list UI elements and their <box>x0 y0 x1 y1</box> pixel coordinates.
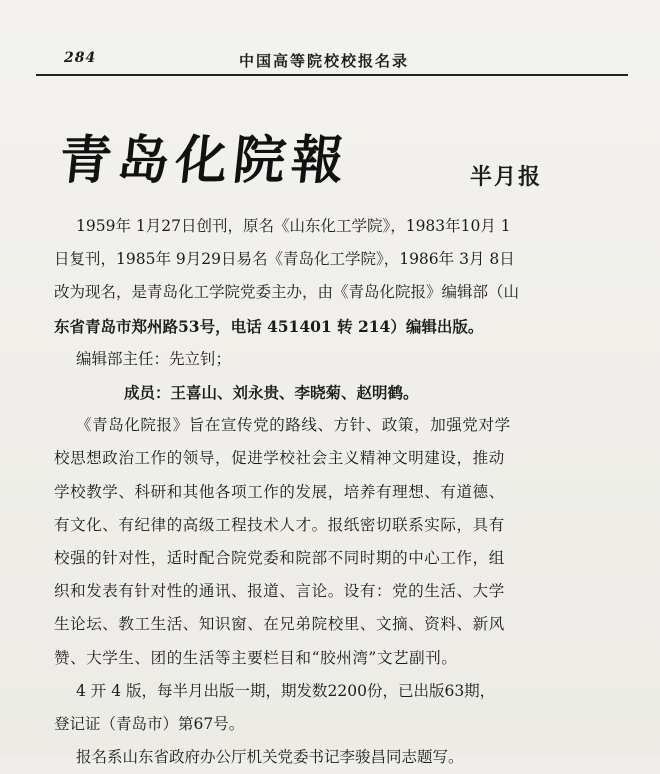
body-line: 校强的针对性，适时配合院党委和院部不同时期的中心工作，组 <box>54 549 505 568</box>
body-line: 日复刊，1985年 9月29日易名《青岛化工学院》，1986年 3月 8日 <box>54 250 515 269</box>
header-rule <box>36 74 628 76</box>
newspaper-masthead: 青岛化院報 <box>56 130 353 191</box>
body-line: 东省青岛市郑州路53号，电话 451401 转 214）编辑出版。 <box>54 316 484 336</box>
page-header <box>34 48 626 78</box>
publication-details-line: 4 开 4 版，每半月出版一期，期发数2200份，已出版63期， <box>76 681 496 700</box>
entry-body <box>54 210 634 774</box>
body-line: 有文化、有纪律的高级工程技术人才。报纸密切联系实际，具有 <box>54 515 505 534</box>
body-line: 1959年 1月27日创刊，原名《山东化工学院》，1983年10月 1 <box>76 217 511 235</box>
registration-line: 登记证（青岛市）第67号。 <box>54 715 245 734</box>
running-title: 中国高等院校校报名录 <box>239 52 410 70</box>
body-line: 生论坛、教工生活、知识窗、在兄弟院校里、文摘、资料、新风 <box>54 615 505 634</box>
body-line: 学校教学、科研和其他各项工作的发展，培养有理想、有道德、 <box>54 482 505 501</box>
editor-in-chief-line: 编辑部主任：先立钊； <box>76 349 232 368</box>
page-number: 284 <box>64 50 97 66</box>
body-line: 赞、大学生、团的生活等主要栏目和“胶州湾”文艺副刊。 <box>54 648 458 667</box>
body-line: 校思想政治工作的领导，促进学校社会主义精神文明建设，推动 <box>54 449 505 468</box>
staff-members-line: 成员：王喜山、刘永贵、李晓菊、赵明鹤。 <box>124 383 419 403</box>
body-line: 改为现名，是青岛化工学院党委主办，由《青岛化院报》编辑部（山 <box>54 283 520 302</box>
body-line: 织和发表有针对性的通讯、报道、言论。设有：党的生活、大学 <box>54 582 505 601</box>
publication-frequency: 半月报 <box>470 164 543 190</box>
masthead-credit-line: 报名系山东省政府办公厅机关党委书记李骏昌同志题写。 <box>76 748 464 767</box>
body-line: 《青岛化院报》旨在宣传党的路线、方针、政策，加强党对学 <box>76 416 511 435</box>
